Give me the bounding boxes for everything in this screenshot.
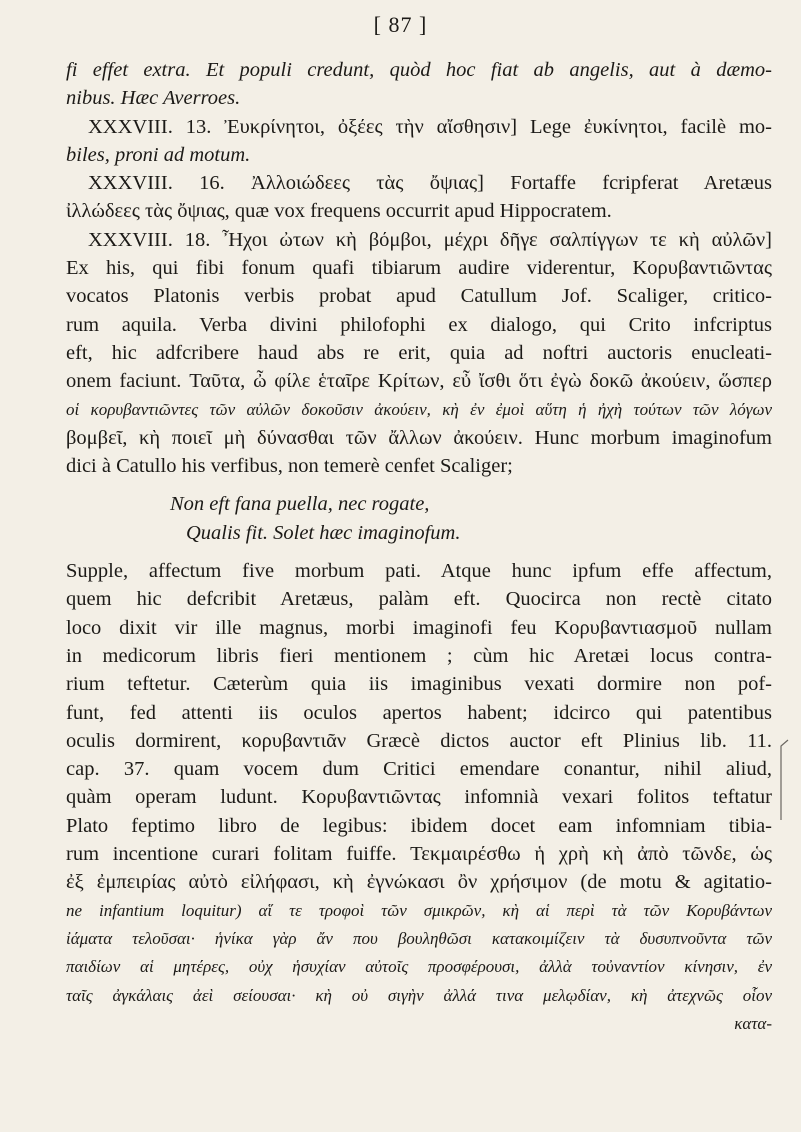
- text-line: quàm operam ludunt. Κορυβαντιῶντας infomnià vexari folitos teftatur: [66, 786, 772, 809]
- text-line: Ex his, qui fibi fonum quafi tibiarum audire viderentur, Κορυβαντιῶντας: [66, 257, 772, 280]
- text-line: παιδίων αἱ μητέρες, οὐχ ἡσυχίαν αὐτοῖς προσφέρουσι, ἀλλὰ τοὐναντίον κίνησιν, ἐν: [66, 957, 772, 977]
- text-line: biles, proni ad motum.: [66, 143, 251, 166]
- text-line: rum aquila. Verba divini philofophi ex dialogo, qui Crito infcriptus: [66, 313, 772, 336]
- text-line: XXXVIII. 16. Ἀλλοιώδεες τὰς ὄψιας] Fortaffe fcripferat Aretæus: [88, 172, 772, 195]
- text-line: oculis dormirent, κορυβαντιᾶν Græcè dictos auctor eft Plinius lib. 11.: [66, 729, 772, 752]
- text-line: fi effet extra. Et populi credunt, quòd hoc fiat ab angelis, aut à dæmo-: [66, 59, 772, 81]
- text-line: rum incentione curari folitam fuiffe. Τεκμαιρέσθω ἡ χρὴ κὴ ἀπὸ τῶνδε, ὡς: [66, 843, 772, 866]
- text-line: ἰάματα τελοῦσαι· ἡνίκα γὰρ ἄν που βουληθῶσι κατακοιμίζειν τὰ δυσυπνοῦντα τῶν: [66, 928, 772, 948]
- text-line: nibus. Hæc Averroes.: [66, 87, 241, 110]
- text-line: cap. 37. quam vocem dum Critici emendare conantur, nihil aliud,: [66, 758, 772, 781]
- text-line: οἱ κορυβαντιῶντες τῶν αὐλῶν δοκοῦσιν ἀκούειν, κὴ ἐν ἐμοὶ αὕτη ἡ ἠχὴ τούτων τῶν λόγων: [66, 399, 772, 419]
- text-line: eft, hic adfcribere haud abs re erit, quia ad noftri auctoris enucleati-: [66, 341, 772, 364]
- text-line: ἰλλώδεες τὰς ὄψιας, quæ vox frequens occurrit apud Hippocratem.: [66, 200, 612, 223]
- text-line: XXXVIII. 13. Ἐυκρίνητοι, ὀξέες τὴν αἴσθησιν] Lege ἐυκίνητοι, facilè mo-: [88, 115, 772, 138]
- text-line: XXXVIII. 18. Ἦχοι ὠτων κὴ βόμβοι, μέχρι δῆγε σαλπίγγων τε κὴ αὐλῶν]: [88, 228, 772, 251]
- page-body: [66, 56, 772, 1038]
- text-line: onem faciunt. Ταῦτα, ὦ φίλε ἑταῖρε Κρίτων, εὖ ἴσθι ὅτι ἐγὼ δοκῶ ἀκούειν, ὥσπερ: [66, 370, 772, 393]
- text-line: rium teftetur. Cæterùm quia iis imaginibus vexati dormire non pof-: [66, 673, 772, 696]
- text-line: dici à Catullo his verfibus, non temerè cenfet Scaliger;: [66, 455, 513, 478]
- text-line: ne infantium loquitur) αἵ τε τροφοὶ τῶν σμικρῶν, κὴ αἱ περὶ τὰ τῶν Κορυβάντων: [66, 900, 772, 920]
- text-line: ταῖς ἀγκάλαις ἀεὶ σείουσαι· κὴ οὐ σιγὴν ἀλλά τινα μελῳδίαν, κὴ ἀτεχνῶς οἷον: [66, 985, 772, 1005]
- text-line: ἐξ ἐμπειρίας αὐτὸ εἰλήφασι, κὴ ἐγνώκασι ὂν χρήσιμον (de motu & agitatio-: [66, 871, 772, 894]
- text-line: Plato feptimo libro de legibus: ibidem docet eam infomniam tibia-: [66, 814, 772, 837]
- text-line: quem hic defcribit Aretæus, palàm eft. Quocirca non rectè citato: [66, 588, 772, 611]
- text-line: Supple, affectum five morbum pati. Atque hunc ipfum effe affectum,: [66, 560, 772, 583]
- text-line: loco dixit vir ille magnus, morbi imaginofi feu Κορυβαντιασμοῦ nullam: [66, 616, 772, 639]
- text-line: funt, fed attenti iis oculos apertos habent; idcirco qui patentibus: [66, 701, 772, 724]
- margin-bracket-mark: [778, 738, 790, 828]
- page-number: [ 87 ]: [373, 12, 428, 37]
- verse-line: Non eft fana puella, nec rogate,: [170, 493, 430, 516]
- verse-line: Qualis fit. Solet hæc imaginofum.: [186, 521, 461, 544]
- catchword: κατα-: [734, 1013, 772, 1033]
- text-line: vocatos Platonis verbis probat apud Catullum Jof. Scaliger, critico-: [66, 285, 772, 308]
- text-line: in medicorum libris fieri mentionem ; cùm hic Aretæi locus contra-: [66, 644, 772, 667]
- text-line: βομβεῖ, κὴ ποιεῖ μὴ δύνασθαι τῶν ἄλλων ἀκούειν. Hunc morbum imaginofum: [66, 426, 772, 449]
